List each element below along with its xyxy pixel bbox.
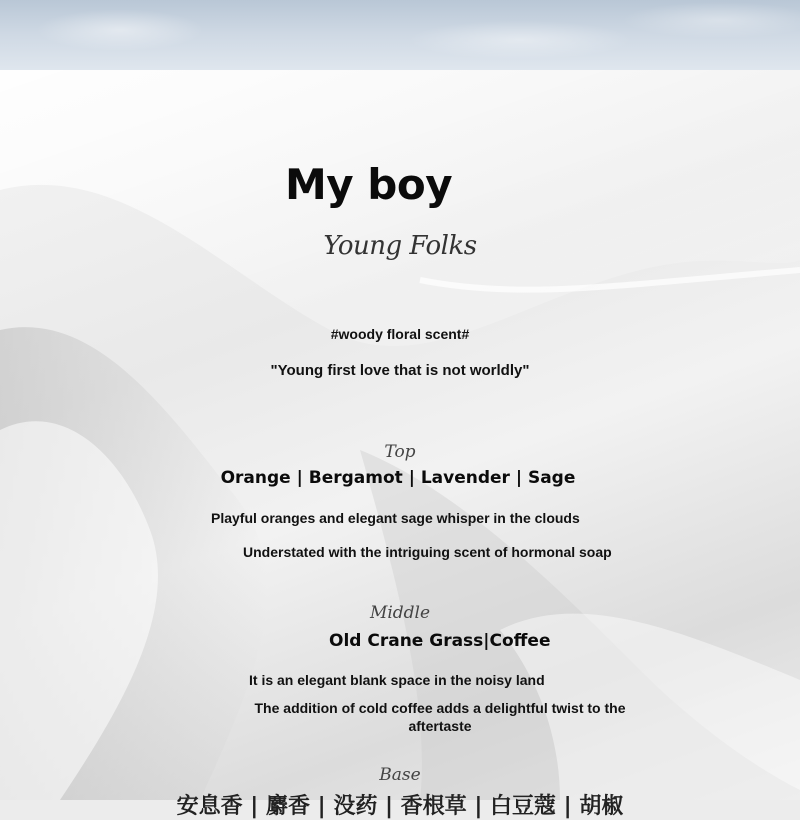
product-title: My boy [285, 160, 453, 209]
base-notes: 安息香 | 麝香 | 没药 | 香根草 | 白豆蔻 | 胡椒 [176, 794, 624, 819]
top-label: Top [384, 442, 416, 462]
middle-desc-2: The addition of cold coffee adds a delightful twist to the aftertaste [254, 700, 626, 734]
top-desc-1: Playful oranges and elegant sage whisper in the clouds [211, 510, 580, 526]
product-subtitle: Young Folks [323, 231, 477, 261]
top-desc-2: Understated with the intriguing scent of hormonal soap [243, 544, 612, 560]
top-notes: Orange | Bergamot | Lavender | Sage [220, 468, 576, 488]
middle-label: Middle [369, 603, 431, 623]
scent-tag: #woody floral scent# [330, 326, 470, 342]
middle-notes: Old Crane Grass|Coffee [329, 631, 551, 651]
middle-desc-1: It is an elegant blank space in the noisy land [249, 672, 545, 688]
base-label: Base [379, 765, 421, 785]
tagline-quote: "Young first love that is not worldly" [270, 362, 530, 379]
